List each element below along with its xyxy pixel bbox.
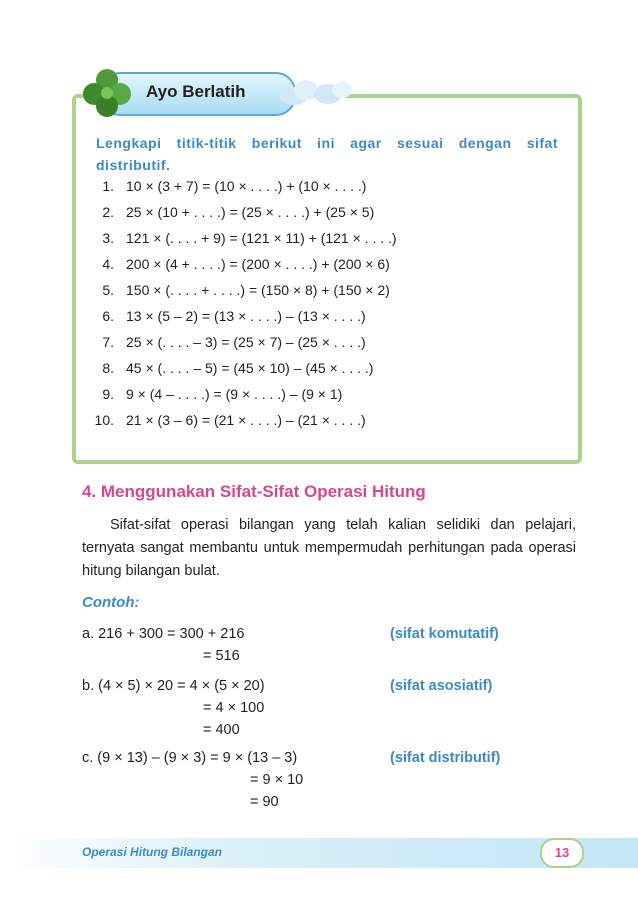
- example-b-line2: = 4 × 100: [203, 700, 265, 716]
- exercise-number: 2.: [102, 204, 114, 220]
- exercise-item: [86, 386, 343, 402]
- exercise-text: 21 × (3 – 6) = (21 × . . . .) – (21 × . . . .): [126, 412, 366, 428]
- section-heading: 4. Menggunakan Sifat-Sifat Operasi Hitung: [82, 482, 426, 501]
- exercise-item: [86, 256, 390, 272]
- exercise-text: 45 × (. . . . – 5) = (45 × 10) – (45 × . . . .): [126, 360, 374, 376]
- example-b-line1: b. (4 × 5) × 20 = 4 × (5 × 20): [82, 678, 265, 694]
- clover-icon: [80, 66, 134, 120]
- exercise-number: 10.: [94, 412, 114, 428]
- exercise-number: 7.: [102, 334, 114, 350]
- exercise-item: [86, 230, 397, 246]
- footer-title: Operasi Hitung Bilangan: [82, 845, 223, 859]
- exercise-item: [86, 334, 366, 350]
- example-a-property: (sifat komutatif): [390, 626, 499, 642]
- exercise-text: 10 × (3 + 7) = (10 × . . . .) + (10 × . . . .): [126, 178, 367, 194]
- example-b-line3: = 400: [203, 722, 240, 738]
- cloud-icon: [276, 76, 356, 108]
- exercise-item: [86, 412, 366, 428]
- example-c-property: (sifat distributif): [390, 750, 501, 766]
- exercise-instruction: Lengkapi titik-titik berikut ini agar sesuai dengan sifat distributif.: [96, 135, 558, 173]
- exercise-tab-label: Ayo Berlatih: [146, 82, 246, 101]
- exercise-text: 200 × (4 + . . . .) = (200 × . . . .) + (200 × 6): [126, 256, 390, 272]
- exercise-text: 25 × (10 + . . . .) = (25 × . . . .) + (25 × 5): [126, 204, 375, 220]
- exercise-item: [86, 282, 390, 298]
- exercise-item: [86, 204, 375, 220]
- exercise-text: 150 × (. . . . + . . . .) = (150 × 8) + (150 × 2): [126, 282, 390, 298]
- exercise-text: 121 × (. . . . + 9) = (121 × 11) + (121 × . . . .): [126, 230, 397, 246]
- exercise-text: 25 × (. . . . – 3) = (25 × 7) – (25 × . . . .): [126, 334, 366, 350]
- example-c-line2: = 9 × 10: [250, 772, 304, 788]
- example-b-property: (sifat asosiatif): [390, 678, 493, 694]
- example-a-line2: = 516: [203, 648, 240, 664]
- exercise-item: [86, 360, 374, 376]
- exercise-text: 13 × (5 – 2) = (13 × . . . .) – (13 × . . . .): [126, 308, 366, 324]
- exercise-item: [86, 308, 366, 324]
- example-a-line1: a. 216 + 300 = 300 + 216: [82, 626, 245, 642]
- exercise-item: [86, 178, 367, 194]
- section-paragraph: Sifat-sifat operasi bilangan yang telah kalian selidiki dan pelajari, ternyata sangat membantu untuk mempermudah perhitungan pada operasi hitung bilangan bulat.: [82, 517, 576, 579]
- example-c-line1: c. (9 × 13) – (9 × 3) = 9 × (13 – 3): [82, 750, 298, 766]
- page-number: 13: [540, 838, 584, 868]
- exercise-number: 4.: [102, 256, 114, 272]
- exercise-text: 9 × (4 – . . . .) = (9 × . . . .) – (9 × 1): [126, 386, 343, 402]
- exercise-number: 1.: [102, 178, 114, 194]
- exercise-number: 5.: [102, 282, 114, 298]
- exercise-number: 8.: [102, 360, 114, 376]
- example-c-line3: = 90: [250, 794, 279, 810]
- exercise-number: 6.: [102, 308, 114, 324]
- exercise-number: 9.: [102, 386, 114, 402]
- example-label: Contoh:: [82, 594, 140, 611]
- exercise-number: 3.: [102, 230, 114, 246]
